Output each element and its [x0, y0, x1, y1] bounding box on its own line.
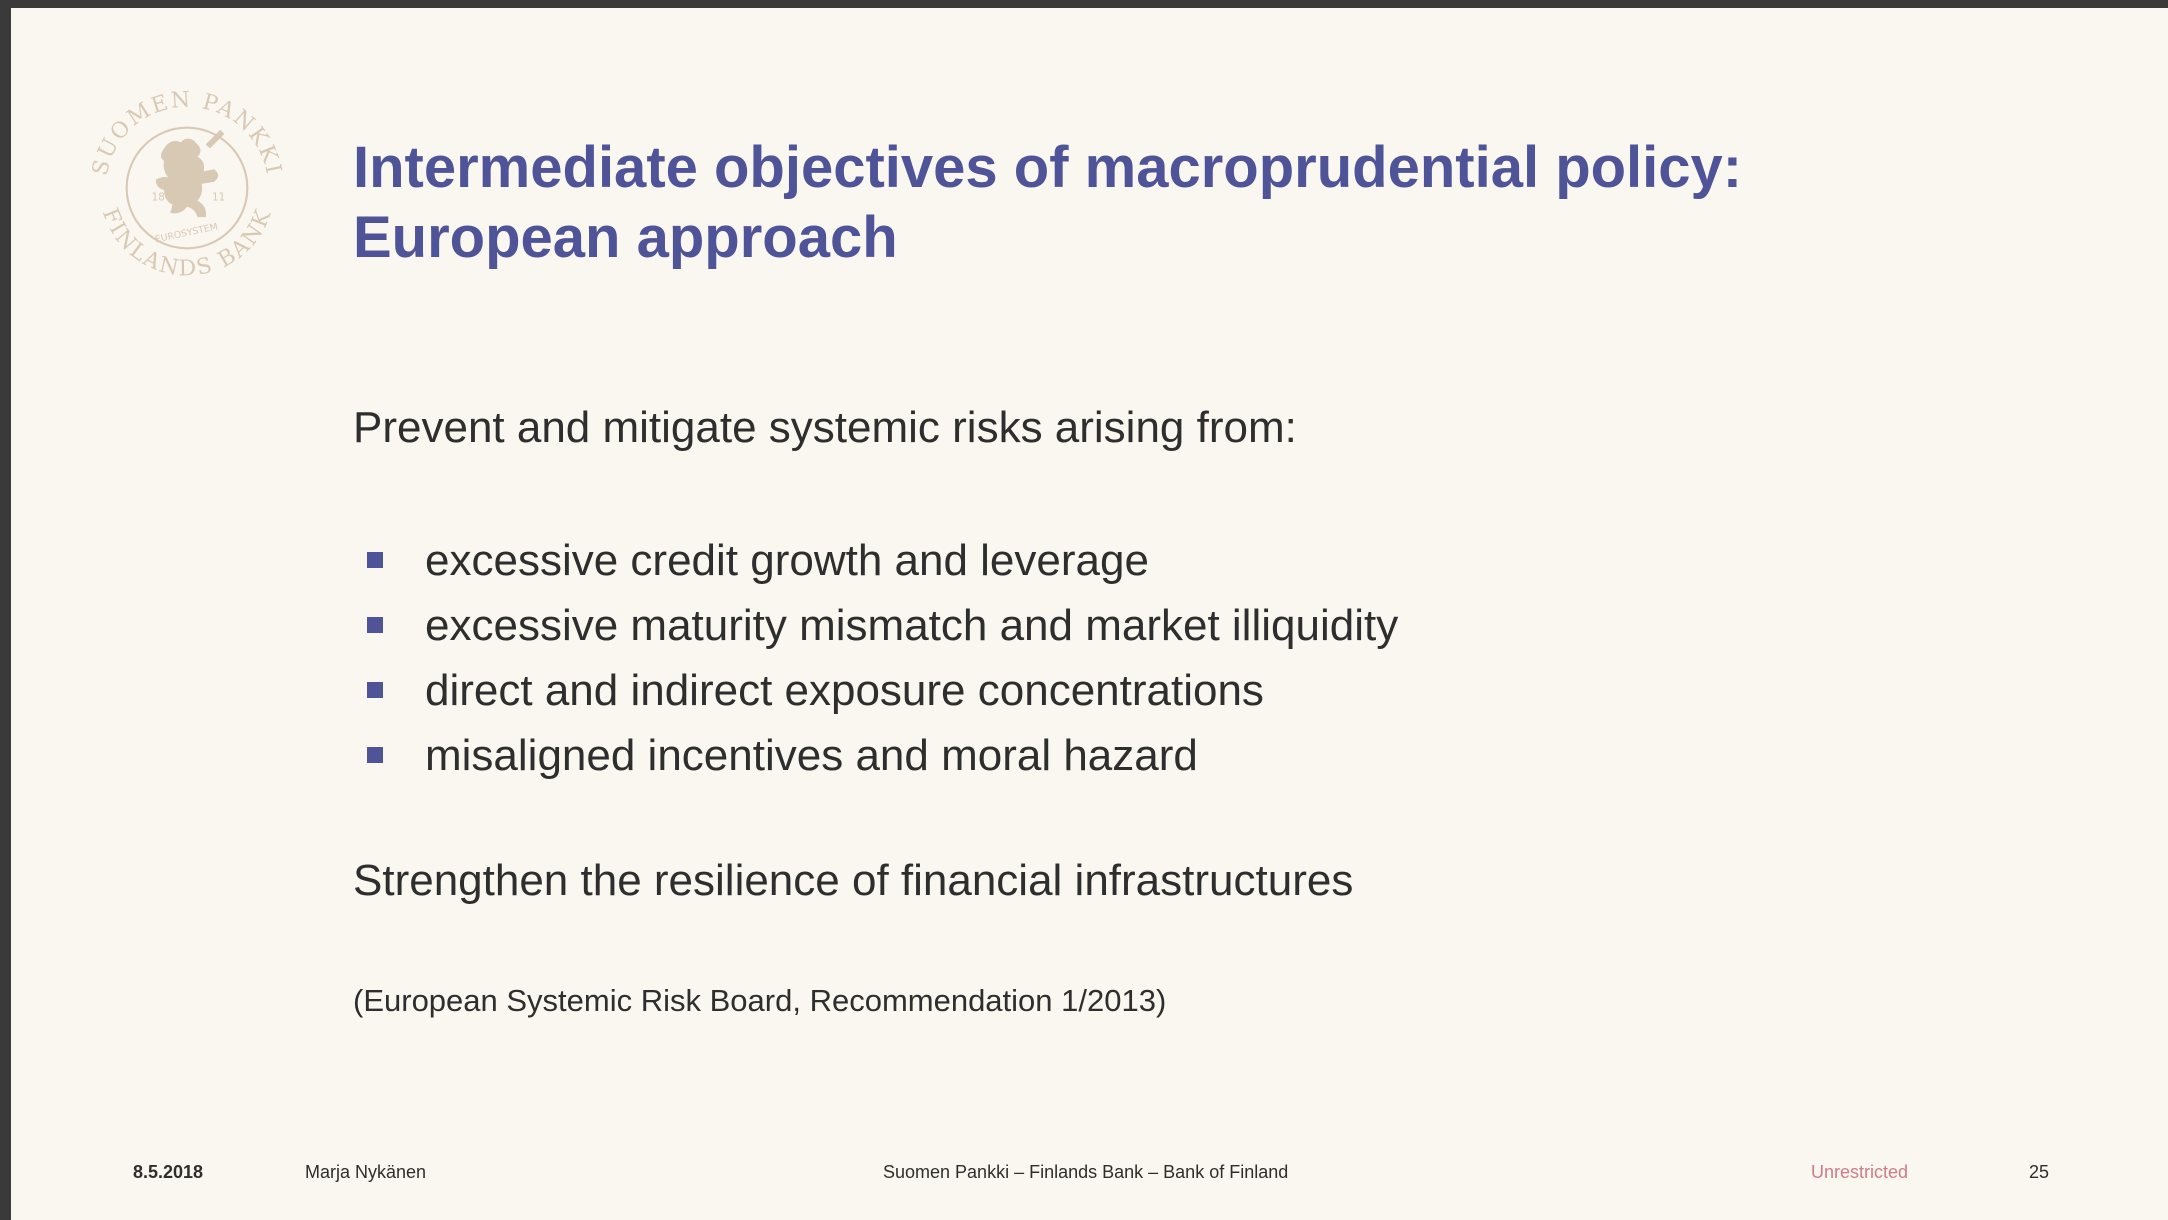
slide-title-line-2: European approach: [353, 205, 898, 270]
seal-year-left: 18: [151, 191, 165, 204]
slide-title: [353, 133, 2053, 273]
square-bullet-icon: [367, 747, 383, 763]
bullet-item: [353, 597, 1398, 662]
slide: [11, 8, 2168, 1220]
resilience-statement: Strengthen the resilience of financial infrastructures: [353, 856, 1354, 905]
footer-author: Marja Nykänen: [305, 1162, 427, 1182]
risk-bullet-list: [353, 532, 1398, 792]
source-citation: (European Systemic Risk Board, Recommendation 1/2013): [353, 983, 1167, 1018]
intro-text: Prevent and mitigate systemic risks arising from:: [353, 403, 1297, 452]
svg-text:SUOMEN PANKKI: SUOMEN PANKKI: [87, 87, 287, 178]
footer-classification: Unrestricted: [1811, 1162, 1909, 1182]
seal-eurosystem-text: EUROSYSTEM: [154, 221, 219, 246]
bullet-item: [353, 532, 1398, 597]
bullet-text: excessive credit growth and leverage: [425, 536, 1149, 585]
square-bullet-icon: [367, 552, 383, 568]
svg-text:FINLANDS BANK: FINLANDS BANK: [96, 204, 278, 282]
footer-page-number: 25: [2029, 1162, 2050, 1182]
footer-organization: Suomen Pankki – Finlands Bank – Bank of Finland: [883, 1162, 1289, 1182]
bullet-text: misaligned incentives and moral hazard: [425, 731, 1198, 780]
slide-title-line-1: Intermediate objectives of macroprudential policy:: [353, 135, 1743, 200]
bullet-text: excessive maturity mismatch and market illiquidity: [425, 601, 1399, 650]
footer-date: 8.5.2018: [133, 1162, 204, 1182]
bullet-item: [353, 727, 1398, 792]
square-bullet-icon: [367, 617, 383, 633]
seal-year-right: 11: [211, 191, 226, 204]
bullet-text: direct and indirect exposure concentrations: [425, 666, 1264, 715]
bullet-item: [353, 662, 1398, 727]
bank-of-finland-seal-logo: [83, 84, 291, 292]
square-bullet-icon: [367, 682, 383, 698]
